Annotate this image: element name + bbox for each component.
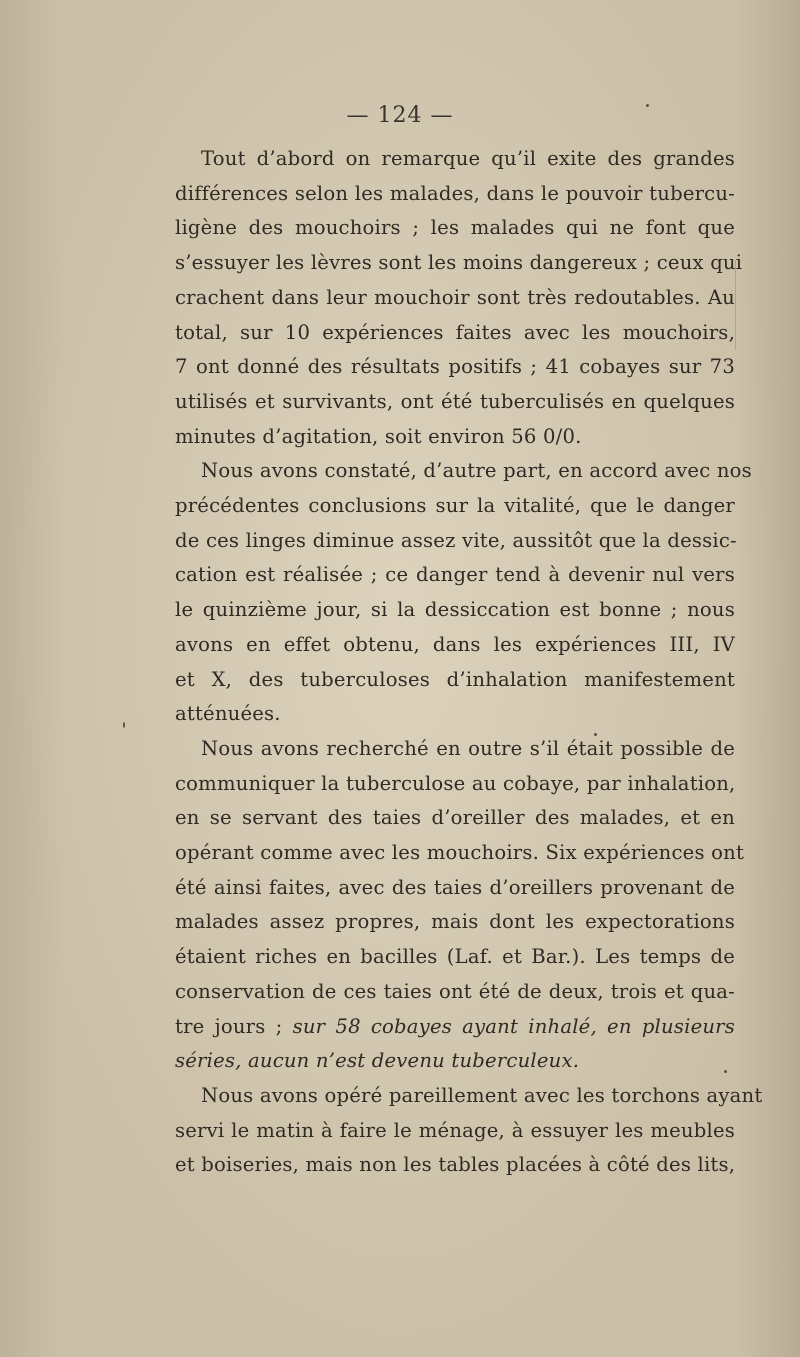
text-line: atténuées.	[175, 702, 281, 726]
text-line: cation est réalisée ; ce danger tend à devenir nul vers	[175, 563, 735, 587]
text-line: le quinzième jour, si la dessiccation est bonne ; nous	[175, 598, 735, 622]
text-line: ligène des mouchoirs ; les malades qui ne font que	[175, 216, 735, 240]
text-line: séries, aucun n’est devenu tuberculeux.	[175, 1049, 580, 1073]
paper-speck	[123, 722, 125, 728]
text-line: en se servant des taies d’oreiller des malades, et en	[175, 806, 735, 830]
text-line: opérant comme avec les mouchoirs. Six expériences ont	[175, 841, 745, 865]
text-line: Tout d’abord on remarque qu’il exite des grandes	[201, 147, 735, 170]
text-line-mixed	[175, 1010, 735, 1045]
text-line: de ces linges diminue assez vite, aussitôt que la dessic-	[175, 528, 737, 552]
text-line: 7 ont donné des résultats positifs ; 41 cobayes sur 73	[175, 355, 735, 379]
paper-speck	[646, 104, 649, 107]
text-line: conservation de ces taies ont été de deux, trois et qua-	[175, 979, 735, 1003]
paper-crease	[735, 260, 736, 350]
plain-text: tre jours ;	[175, 1014, 293, 1038]
paper-speck	[724, 1070, 727, 1073]
text-line: minutes d’agitation, soit environ 56 0/0.	[175, 424, 582, 448]
page-number: — 124 —	[346, 103, 454, 128]
text-line: précédentes conclusions sur la vitalité, que le danger	[175, 494, 735, 518]
text-line: utilisés et survivants, ont été tuberculisés en quelques	[175, 389, 735, 413]
text-line: été ainsi faites, avec des taies d’oreillers provenant de	[175, 875, 735, 899]
text-line: servi le matin à faire le ménage, à essuyer les meubles	[175, 1118, 735, 1142]
text-line: étaient riches en bacilles (Laf. et Bar.). Les temps de	[175, 945, 735, 969]
italic-text: sur 58 cobayes ayant inhalé, en plusieurs	[292, 1014, 736, 1038]
text-line: s’essuyer les lèvres sont les moins dangereux ; ceux qui	[175, 251, 743, 275]
text-line: différences selon les malades, dans le pouvoir tubercu-	[175, 181, 735, 205]
text-line: Nous avons recherché en outre s’il était possible de	[201, 736, 735, 760]
text-line: communiquer la tuberculose au cobaye, par inhalation,	[175, 771, 736, 795]
text-line: et boiseries, mais non les tables placées à côté des lits,	[175, 1153, 736, 1177]
text-line: malades assez propres, mais dont les expectorations	[175, 910, 735, 934]
paper-speck	[594, 733, 597, 736]
text-line: crachent dans leur mouchoir sont très redoutables. Au	[175, 285, 735, 309]
text-line: avons en effet obtenu, dans les expériences III, IV	[175, 632, 735, 656]
body-text	[175, 142, 763, 1183]
text-line: et X, des tuberculoses d’inhalation manifestement	[175, 667, 735, 691]
text-line: Nous avons opéré pareillement avec les torchons ayant	[201, 1083, 763, 1107]
text-line: Nous avons constaté, d’autre part, en accord avec nos	[201, 459, 752, 483]
text-line: total, sur 10 expériences faites avec les mouchoirs,	[175, 320, 735, 344]
